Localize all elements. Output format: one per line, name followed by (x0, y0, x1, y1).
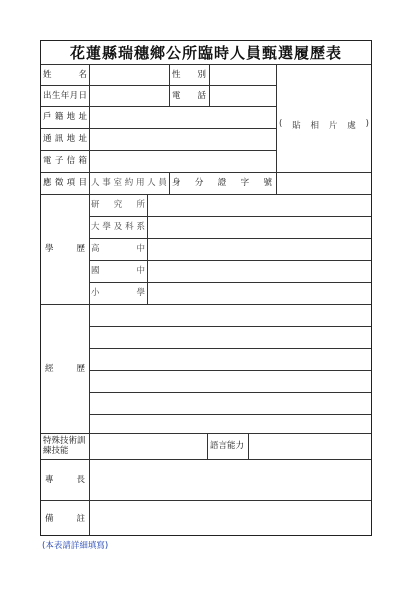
col-divider (169, 64, 170, 106)
applied-item-value: 人 事 室 約 用 人 員 (91, 178, 167, 188)
edu-divider (89, 282, 371, 283)
exp-divider (89, 348, 371, 349)
name-label: 姓 名 (43, 70, 87, 80)
row-divider (41, 128, 276, 129)
col-divider (147, 194, 148, 304)
row-divider (41, 459, 371, 460)
row-divider (41, 85, 276, 86)
edu-divider (89, 216, 371, 217)
phone-label: 電 話 (172, 91, 206, 101)
photo-placeholder: ( 貼 相 片 處 ) (279, 119, 369, 131)
col-divider (89, 64, 90, 535)
row-divider (41, 64, 371, 65)
edu-divider (89, 238, 371, 239)
edu-junior-high: 國 中 (91, 266, 145, 276)
footnote: (本表請詳細填寫) (42, 541, 109, 551)
applied-item-label: 應 徵 項 目 (43, 178, 87, 188)
exp-divider (89, 414, 371, 415)
col-divider (276, 64, 277, 194)
exp-divider (89, 392, 371, 393)
birthdate-label: 出 生 年 月 日 (43, 91, 87, 101)
row-divider (41, 150, 276, 151)
id-number-label: 身 分 證 字 號 (172, 178, 272, 188)
edu-graduate: 研 究 所 (91, 200, 145, 210)
skills-label: 特殊技術訓練技能 (43, 436, 86, 456)
edu-university: 大 學 及 科 系 (91, 222, 145, 232)
row-divider (41, 500, 371, 501)
edu-highschool: 高 中 (91, 244, 145, 254)
exp-divider (89, 326, 371, 327)
row-divider (41, 172, 371, 173)
col-divider (207, 433, 208, 459)
mailing-address-label: 通 訊 地 址 (43, 134, 87, 144)
form-title: 花蓮縣瑞穗鄉公所臨時人員甄選履歷表 (69, 44, 342, 62)
household-address-label: 戶 籍 地 址 (43, 112, 87, 122)
email-label: 電 子 信 箱 (43, 156, 87, 166)
edu-divider (89, 260, 371, 261)
row-divider (41, 304, 371, 305)
row-divider (41, 106, 276, 107)
row-divider (41, 194, 371, 195)
gender-label: 性 別 (172, 70, 206, 80)
language-label: 語言能力 (210, 441, 245, 451)
resume-form (40, 40, 372, 536)
education-label: 學 歷 (45, 244, 85, 254)
row-divider (41, 433, 371, 434)
col-divider (209, 64, 210, 106)
col-divider (248, 433, 249, 459)
edu-elementary: 小 學 (91, 288, 145, 298)
experience-label: 經 歷 (45, 364, 85, 374)
col-divider (169, 172, 170, 194)
exp-divider (89, 370, 371, 371)
specialty-label: 專 長 (45, 475, 85, 485)
remarks-label: 備 註 (45, 514, 85, 524)
